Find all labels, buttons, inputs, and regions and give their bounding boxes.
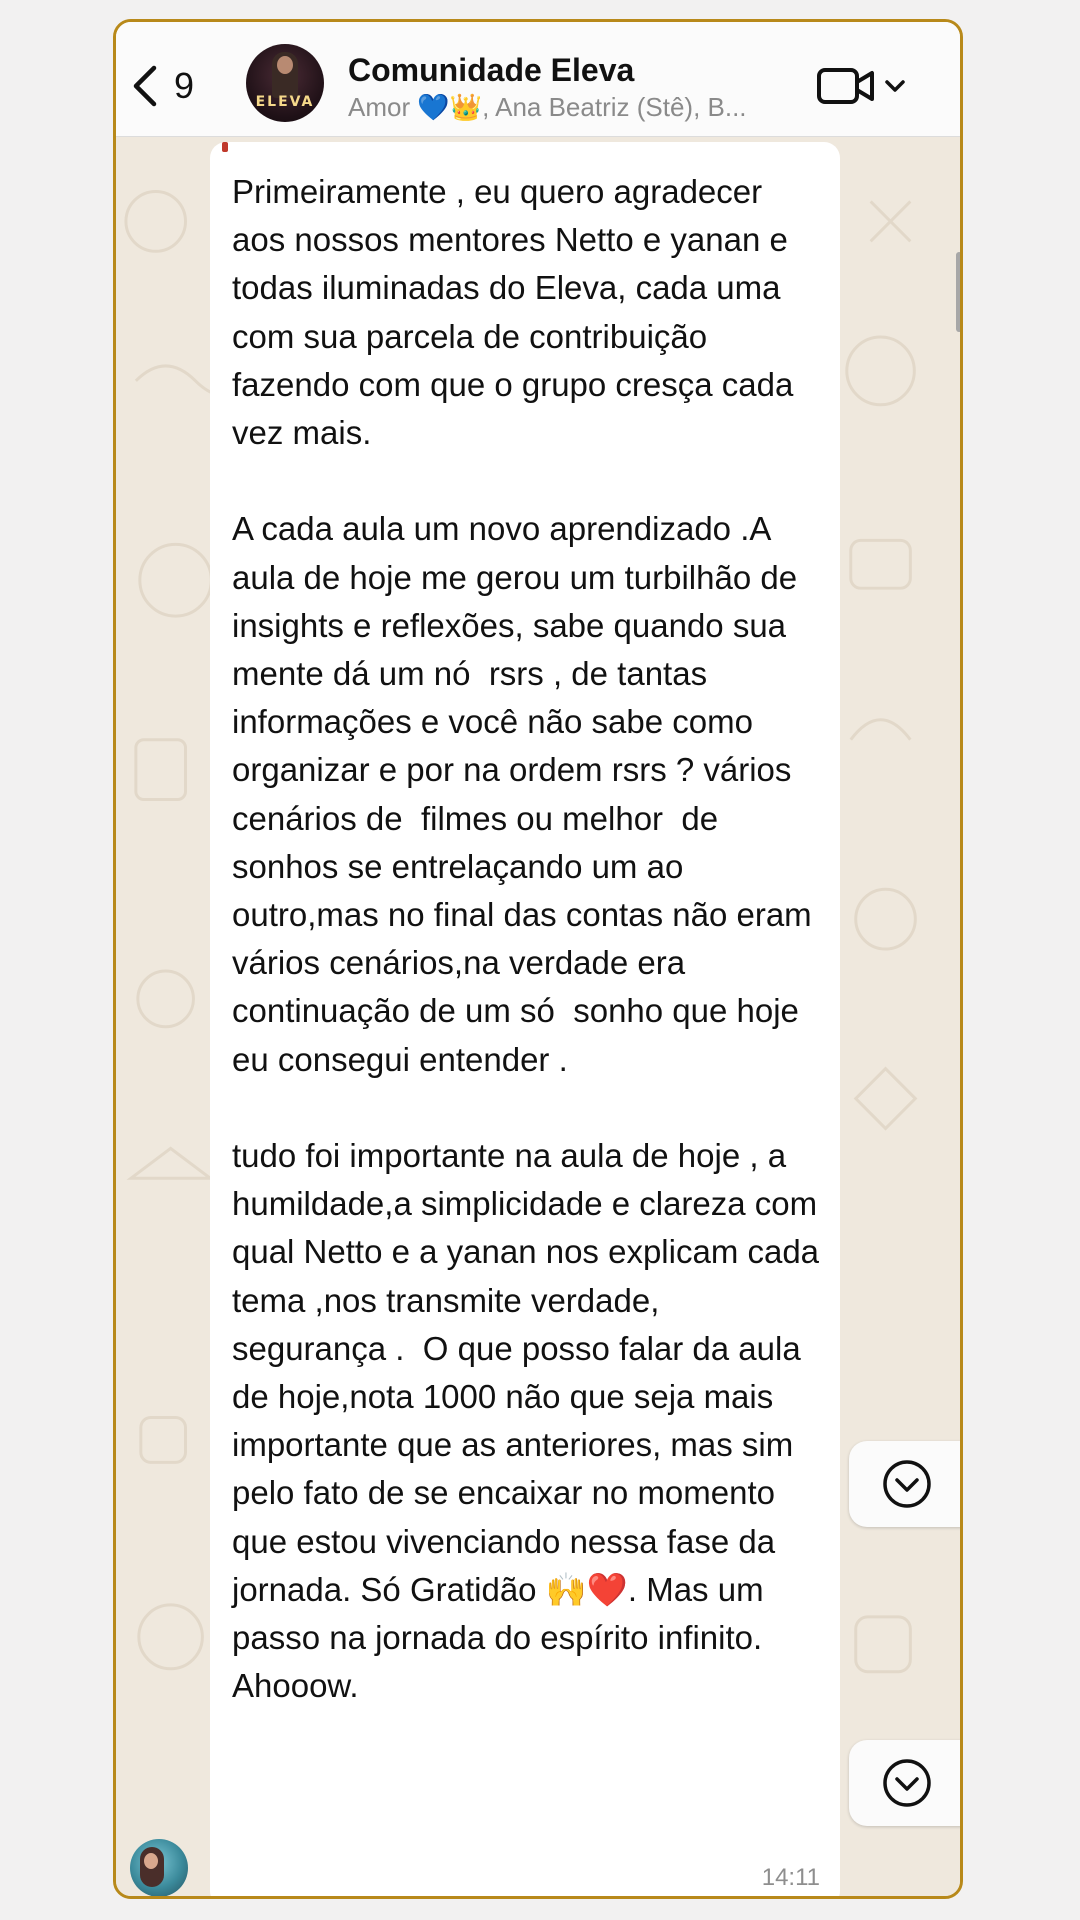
- chevron-left-icon: [130, 64, 160, 108]
- video-camera-icon: [816, 66, 876, 106]
- message-bubble[interactable]: [210, 142, 840, 1899]
- chevron-down-icon: [884, 78, 906, 94]
- sender-avatar[interactable]: [130, 1839, 188, 1897]
- chevron-down-circle-icon: [881, 1757, 933, 1809]
- avatar-brand: ELEVA: [255, 94, 315, 110]
- chevron-down-circle-icon: [881, 1458, 933, 1510]
- video-call-button[interactable]: [816, 66, 906, 106]
- scroll-to-bottom-button[interactable]: [849, 1740, 963, 1826]
- chat-members[interactable]: Amor 💙👑, Ana Beatriz (Stê), B...: [348, 92, 747, 122]
- message-tail-marker: [222, 142, 228, 152]
- scrollbar[interactable]: [956, 252, 962, 332]
- message-time: 14:11: [761, 1864, 820, 1891]
- chat-title[interactable]: Comunidade Eleva: [348, 52, 635, 88]
- back-button[interactable]: [130, 64, 194, 108]
- unread-count: 9: [174, 65, 195, 106]
- scroll-down-button[interactable]: [849, 1441, 963, 1527]
- group-avatar[interactable]: [246, 44, 324, 122]
- chat-header: [116, 22, 960, 137]
- message-text: Primeiramente , eu quero agradecer aos nossos mentores Netto e yanan e todas iluminadas do Eleva, cada uma com sua parcela de contribuição fazendo com que o grupo cresça cada vez mais. A cada aula um novo aprendizado .A aula de hoje me gerou um turbilhão de insights e reflexões, sabe quando sua mente dá um nó rsrs , de tantas informações e você não sabe como organizar e por na ordem rsrs ? vários cenários de filmes ou melhor de sonhos se entrelaçando um ao outro,mas no final das contas não eram vários cenários,na verdade era continuação de um só sonho que hoje eu consegui entender . tudo foi importante na aula de hoje , a humildade,a simplicidade e clareza com qual Netto e a yanan nos explicam cada tema ,nos transmite verdade, segurança . O que posso falar da aula de hoje,nota 1000 não que seja mais importante que as anteriores, mas sim pelo fato de se encaixar no momento que estou vivenciando nessa fase da jornada. Só Gratidão 🙌❤️. Mas um passo na jornada do espírito infinito. Ahooow.: [232, 173, 820, 1705]
- phone-screen: [113, 19, 963, 1899]
